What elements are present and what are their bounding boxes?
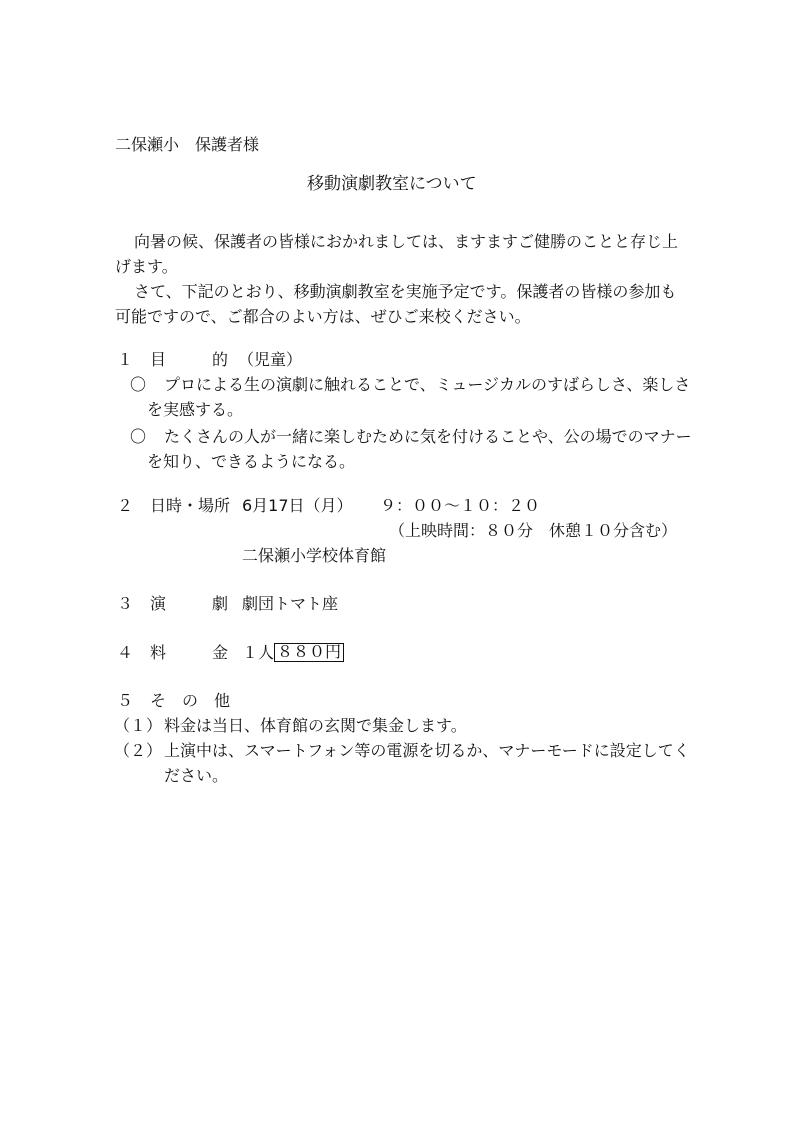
- other-note-2-line-1: 上演中は、スマートフォン等の電源を切るか、マナーモードに設定してく: [164, 741, 690, 760]
- fee-amount-box: ８８０円: [274, 643, 344, 662]
- item-1-label-b: 的: [212, 350, 229, 369]
- document-title: 移動演劇教室について: [307, 174, 477, 194]
- event-time: ９：００～１０：２０: [380, 496, 541, 515]
- bullet-circle-1: 〇: [130, 375, 147, 394]
- bullet-circle-2: 〇: [130, 427, 147, 446]
- item-5-label: そ の 他: [150, 691, 231, 710]
- item-5-number: ５: [117, 691, 134, 710]
- item-1-note: （児童）: [238, 350, 303, 369]
- item-4-label-b: 金: [212, 643, 229, 662]
- other-note-2-line-2: ださい。: [164, 766, 229, 785]
- intro-paragraph-1-line-1: 向暑の候、保護者の皆様におかれましては、ますますご健勝のことと存じ上: [134, 232, 679, 251]
- item-4-number: ４: [117, 643, 134, 662]
- event-venue: 二保瀬小学校体育館: [242, 546, 387, 565]
- event-date: 6月17日（月）: [242, 496, 353, 515]
- intro-paragraph-2-line-2: 可能ですので、ご都合のよい方は、ぜひご来校ください。: [115, 307, 531, 326]
- item-4-label-a: 料: [150, 643, 167, 662]
- play-title: 劇団トマト座: [242, 594, 339, 613]
- fee-per-person: １人: [242, 643, 275, 662]
- item-1-number: １: [117, 350, 134, 369]
- purpose-bullet-1-line-1: プロによる生の演劇に触れることで、ミュージカルのすばらしさ、楽しさ: [164, 375, 691, 394]
- item-3-label-a: 演: [150, 594, 167, 613]
- intro-paragraph-1-line-2: げます。: [115, 257, 178, 276]
- event-duration: （上映時間：８０分 休憩１０分含む）: [389, 521, 678, 540]
- purpose-bullet-2-line-2: を知り、できるようになる。: [147, 452, 356, 471]
- other-note-2-mark: （２）: [114, 741, 163, 760]
- other-note-1-text: 料金は当日、体育館の玄関で集金します。: [164, 716, 467, 735]
- intro-paragraph-2-line-1: さて、下記のとおり、移動演劇教室を実施予定です。保護者の皆様の参加も: [134, 282, 677, 301]
- purpose-bullet-2-line-1: たくさんの人が一緒に楽しむために気を付けることや、公の場でのマナー: [164, 427, 692, 446]
- other-note-1-mark: （１）: [114, 716, 163, 735]
- item-1-label-a: 目: [150, 350, 167, 369]
- item-2-number: ２: [117, 496, 134, 515]
- item-3-number: ３: [117, 594, 134, 613]
- purpose-bullet-1-line-2: を実感する。: [147, 400, 244, 419]
- item-3-label-b: 劇: [212, 594, 229, 613]
- addressee: 二保瀬小 保護者様: [115, 135, 260, 154]
- item-2-label: 日時・場所: [150, 496, 231, 515]
